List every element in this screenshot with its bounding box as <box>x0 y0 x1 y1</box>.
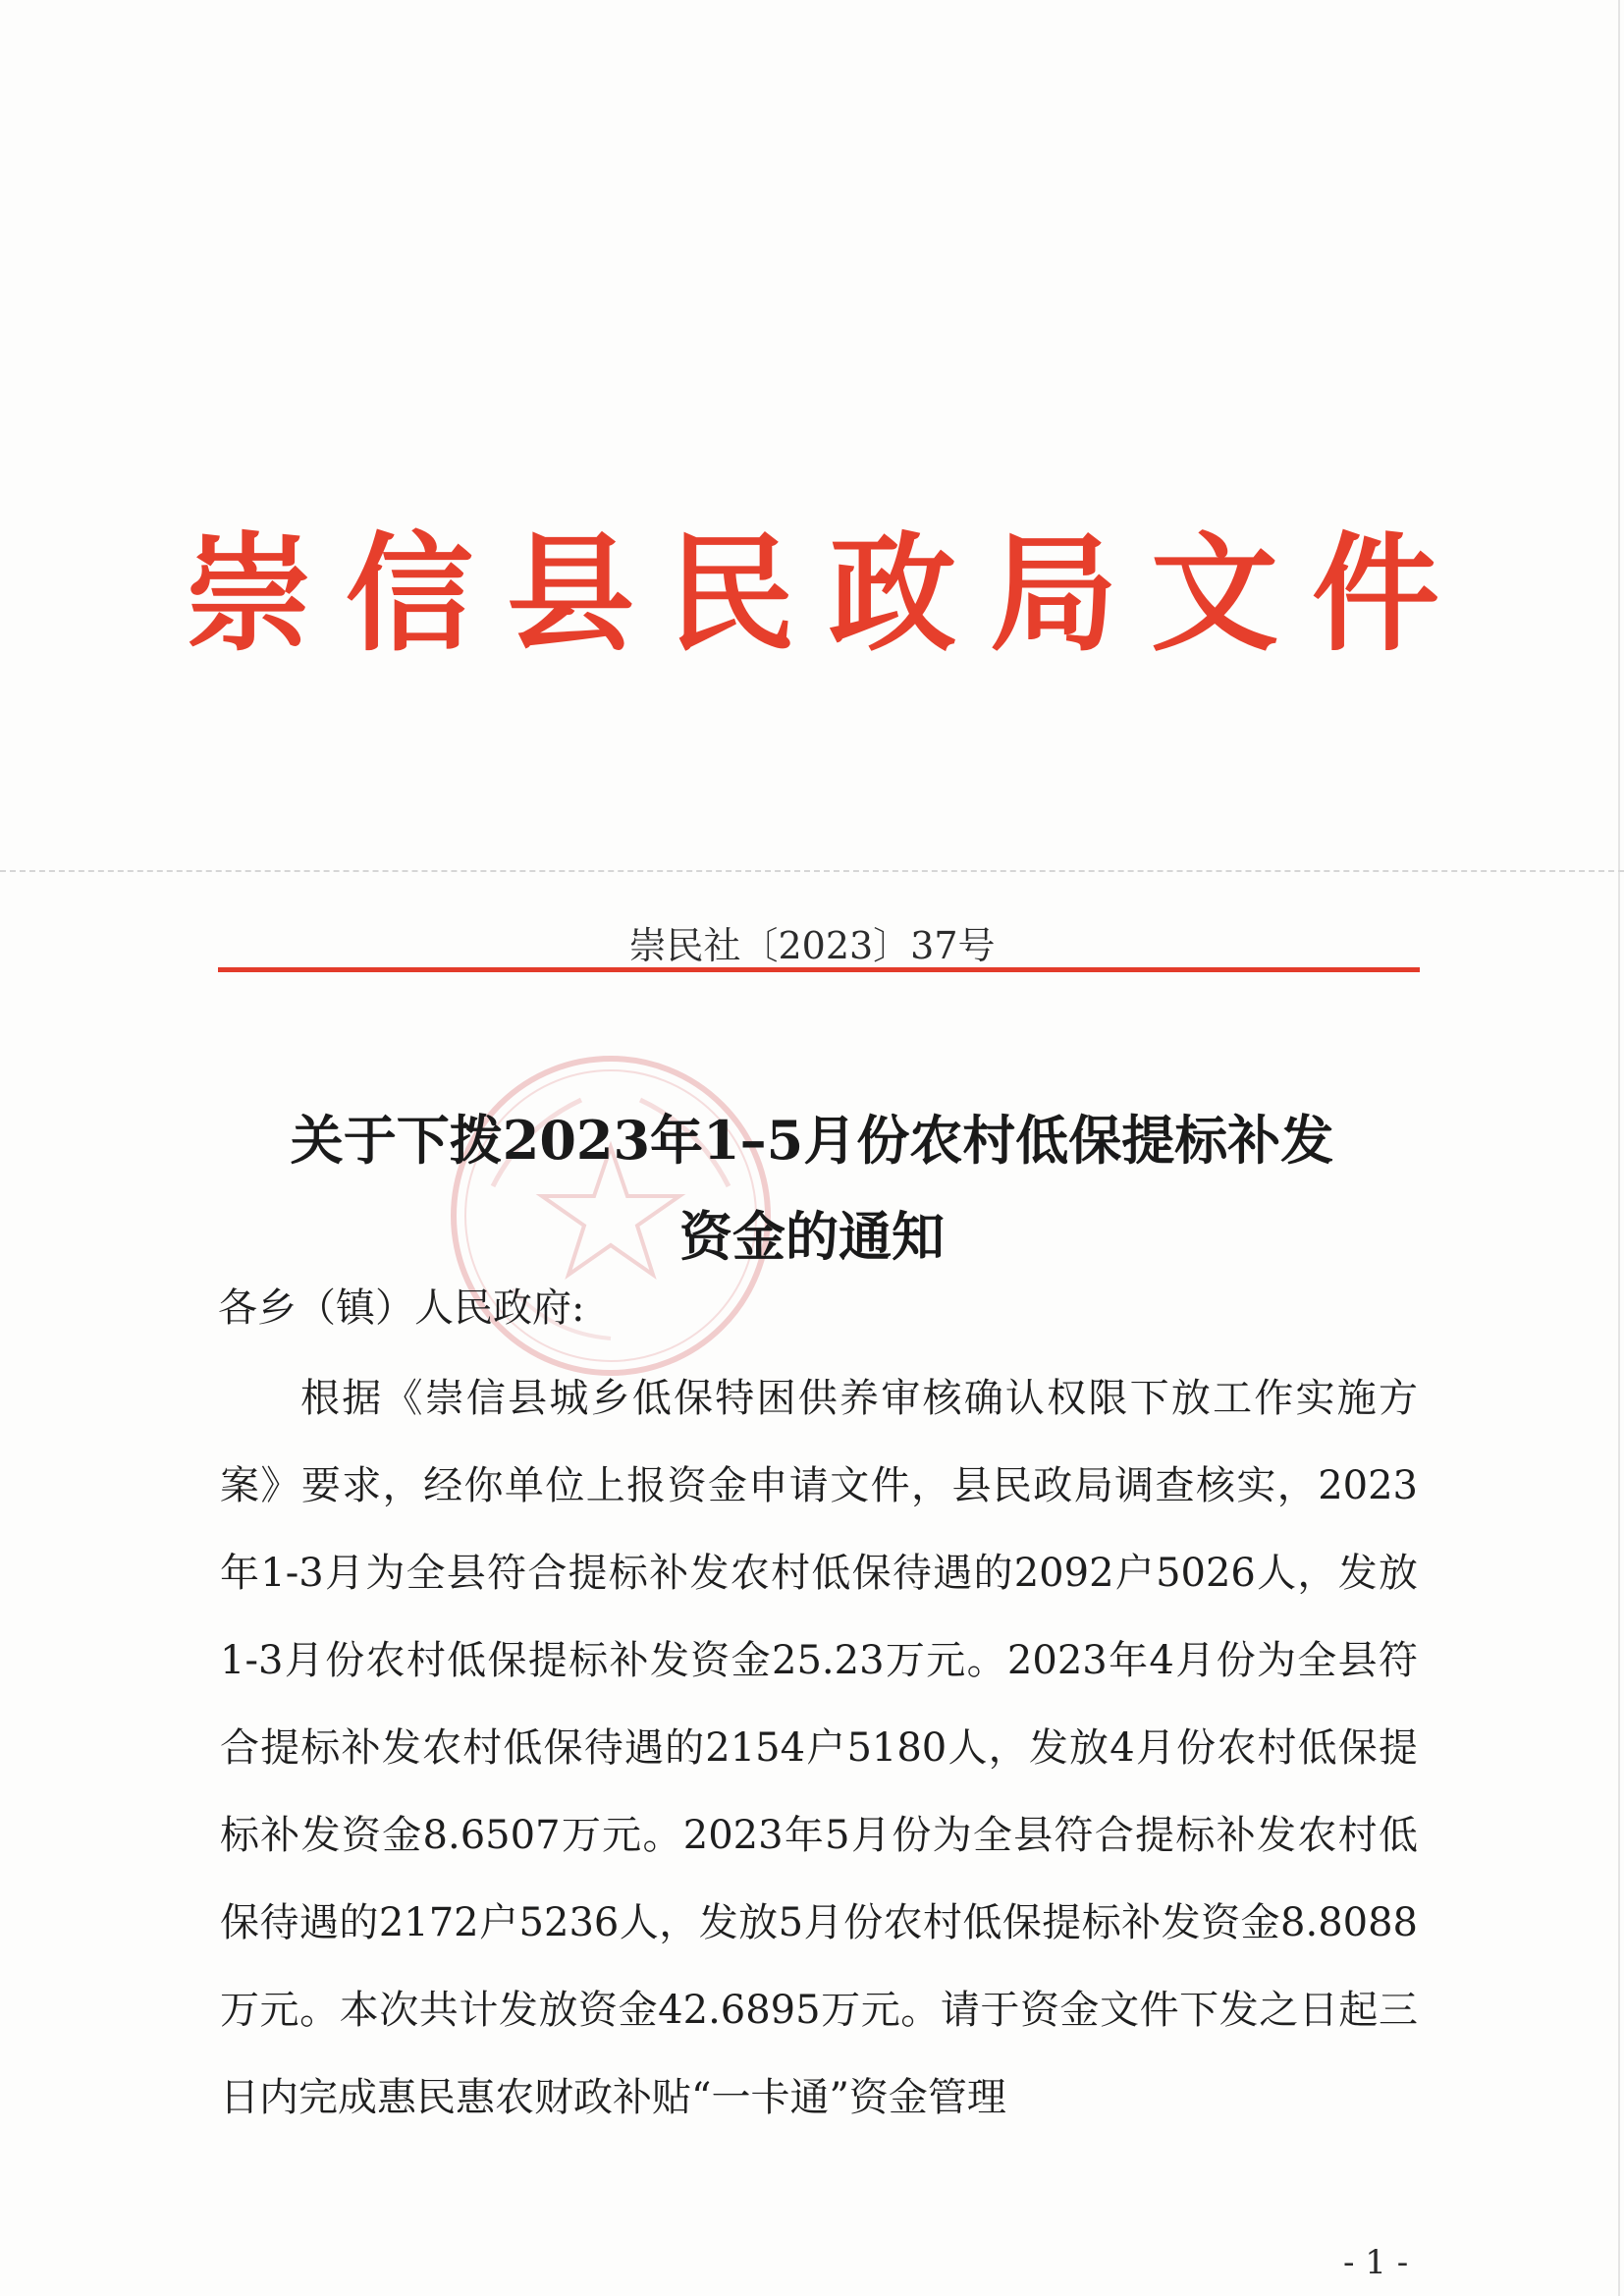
page-number: - 1 - <box>1343 2243 1409 2282</box>
notice-title-line-1: 关于下拨2023年1–5月份农村低保提标补发 <box>290 1109 1334 1172</box>
red-separator-rule <box>218 967 1420 972</box>
masthead-title <box>0 519 1624 669</box>
document-number: 崇民社〔2023〕37号 <box>628 924 996 967</box>
salutation: 各乡（镇）人民政府: <box>218 1285 585 1331</box>
notice-title <box>0 1092 1624 1285</box>
body-paragraph: 根据《崇信县城乡低保特困供养审核确认权限下放工作实施方案》要求，经你单位上报资金申请文件，县民政局调查核实，2023年1-3月为全县符合提标补发农村低保待遇的2092户5026人，发放1-3月份农村低保提标补发资金25.23万元。2023年4月份为全县符合提标补发农村低保待遇的2154户5180人，发放4月份农村低保提标补发资金8.6507万元。2023年5月份为全县符合提标补发农村低保待遇的2172户5236人，发放5月份农村低保提标补发资金8.8088万元。本次共计发放资金42.6895万元。请于资金文件下发之日起三日内完成惠民惠农财政补贴“一卡通”资金管理 <box>220 1376 1418 2120</box>
fold-line <box>0 870 1624 872</box>
notice-title-line-2: 资金的通知 <box>679 1205 945 1268</box>
masthead-text: 崇信县民政局文件 <box>184 519 1473 669</box>
